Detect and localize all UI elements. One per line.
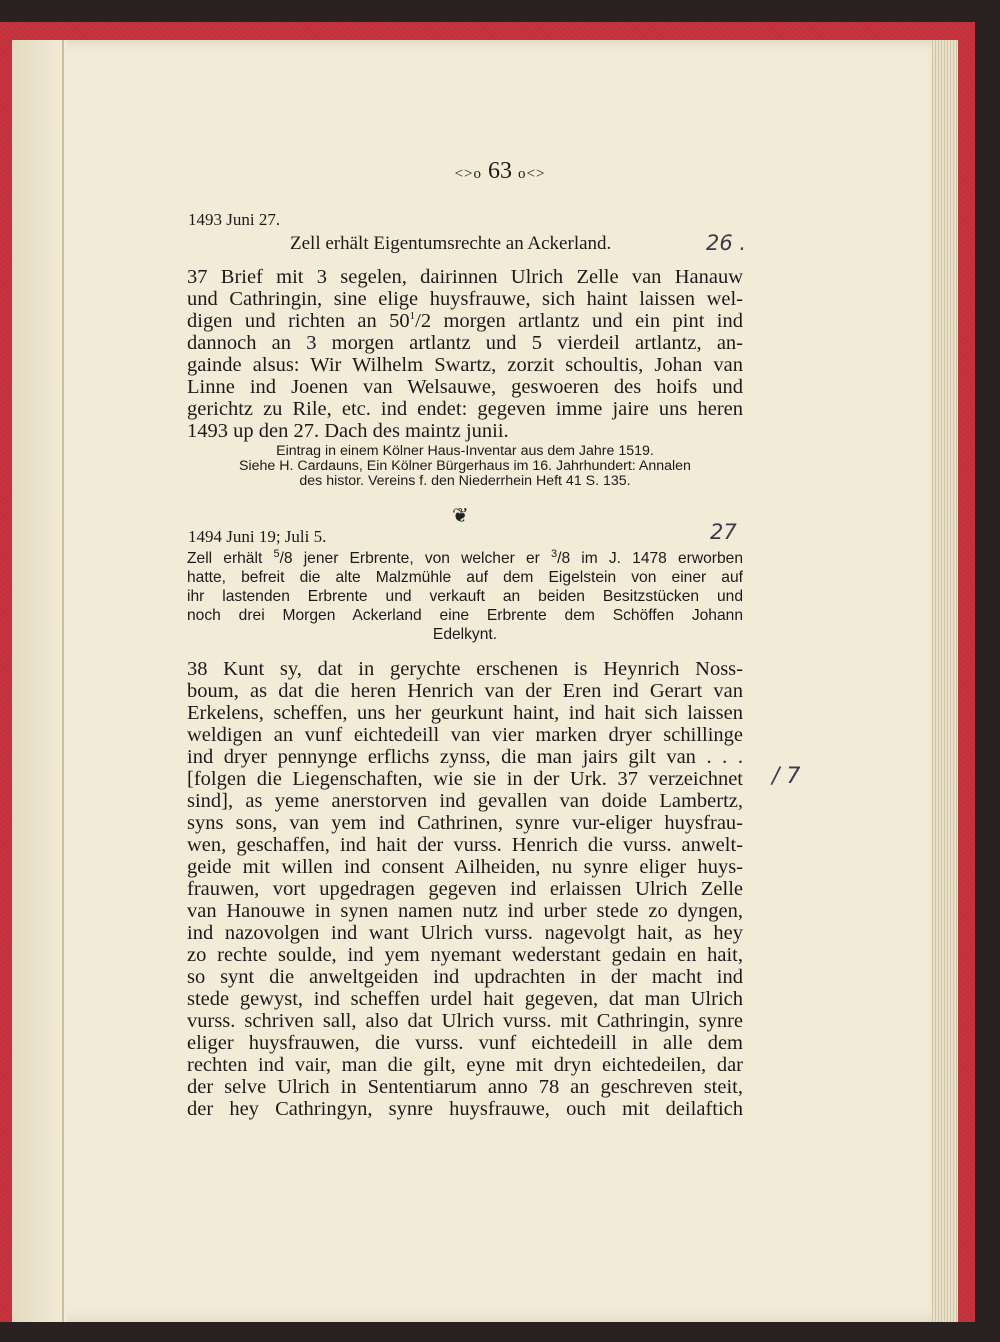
margin-pencil-mark: / 7 — [772, 764, 801, 789]
text-line: ind dryer pennynge erflichs zynss, die man jairs gilt van . . . — [187, 746, 743, 768]
text-line: 38 Kunt sy, dat in gerychte erschenen is Heynrich Noss- — [187, 658, 743, 680]
page-number — [0, 158, 1000, 185]
pencil-annotation: 26 . — [706, 231, 747, 255]
summary-line: ihr lastenden Erbrente und verkauft an beiden Besitzstücken und — [187, 588, 743, 605]
ornament-left: <>o — [454, 166, 482, 182]
text-line: der selve Ulrich in Sententiarum anno 78 an geschreven steit, — [187, 1076, 743, 1098]
text-line: so synt die anweltgeiden ind updrachten in der macht ind — [187, 966, 743, 988]
pencil-annotation: 27 — [710, 520, 737, 544]
text-line: weldigen an vunf eichtedeill van vier marken dryer schillinge — [187, 724, 743, 746]
text-line: vurss. schriven sall, also dat Ulrich vurss. mit Cathringin, synre — [187, 1010, 743, 1032]
text-line: dannoch an 3 morgen artlantz und 5 vierdeil artlantz, an- — [187, 332, 743, 354]
text-fragment: digen und richten an 50 — [187, 310, 410, 332]
text-line: gainde alsus: Wir Wilhelm Swartz, zorzit schoultis, Johan van — [187, 354, 743, 376]
fleuron-ornament: ❦ — [452, 505, 469, 527]
text-fragment: /2 morgen artlantz und ein pint ind — [415, 310, 743, 332]
text-fragment: Zell erhält — [187, 550, 274, 567]
fraction-numerator: 3 — [551, 547, 558, 560]
text-fragment: /8 jener Erbrente, von welcher er — [279, 550, 551, 567]
text-line: syns sons, van yem ind Cathrinen, synre vur-eliger huysfrau- — [187, 812, 743, 834]
text-line: frauwen, vort upgedragen gegeven ind erlaissen Ulrich Zelle — [187, 878, 743, 900]
page-gutter — [12, 40, 67, 1322]
text-line: ind nazovolgen ind want Ulrich vurss. nagevolgt hait, as hey — [187, 922, 743, 944]
footnote-line: des histor. Vereins f. den Niederrhein Heft 41 S. 135. — [299, 473, 631, 489]
summary-line: noch drei Morgen Ackerland eine Erbrente dem Schöffen Johann — [187, 607, 743, 624]
text-line: boum, as dat die heren Henrich van der Eren ind Gerart van — [187, 680, 743, 702]
text-line: der hey Cathringyn, synre huysfrauwe, ouch mit deilaftich — [187, 1098, 743, 1120]
gutter-line — [62, 40, 64, 1322]
summary-line: hatte, befreit die alte Malzmühle auf dem Eigelstein von einer auf — [187, 569, 743, 586]
footnote-line: Eintrag in einem Kölner Haus-Inventar aus dem Jahre 1519. — [276, 443, 654, 459]
text-line: Linne ind Joenen van Welsauwe, geswoeren des hoifs und — [187, 376, 743, 398]
text-line: rechten ind vair, man die gilt, eyne mit dryn eichtedeilen, dar — [187, 1054, 743, 1076]
fraction-numerator: 5 — [273, 547, 280, 560]
entry-date: 1494 Juni 19; Juli 5. — [188, 527, 327, 546]
text-line: zo rechte soulde, ind yem nyemant wederstant gedain en hait, — [187, 944, 743, 966]
text-line: sind], as yeme anerstorven ind gevallen van doide Lambertz, — [187, 790, 743, 812]
ornament-right: o<> — [518, 166, 546, 182]
summary-line: Edelkynt. — [432, 626, 498, 643]
text-line: stede gewyst, ind scheffen urdel hait gegeven, dat man Ulrich — [187, 988, 743, 1010]
text-line: 37 Brief mit 3 segelen, dairinnen Ulrich Zelle van Hanauw — [187, 266, 743, 288]
page-number-value: 63 — [488, 158, 512, 184]
text-fragment: /8 im J. 1478 erworben — [557, 550, 743, 567]
fraction-numerator: 1 — [409, 310, 416, 323]
text-line: van Hanouwe in synen namen nutz ind urber stede zo dyngen, — [187, 900, 743, 922]
text-line — [187, 310, 743, 332]
text-line: [folgen die Liegenschaften, wie sie in der Urk. 37 verzeichnet — [187, 768, 743, 790]
text-line: gerichtz zu Rile, etc. ind endet: gegeven imme jaire uns heren — [187, 398, 743, 420]
text-line: und Cathringin, sine elige huysfrauwe, sich haint laissen wel- — [187, 288, 743, 310]
entry-heading: Zell erhält Eigentumsrechte an Ackerland. — [290, 233, 612, 254]
text-line: geide mit willen ind consent Ailheiden, nu synre eliger huys- — [187, 856, 743, 878]
summary-line — [187, 547, 743, 567]
page-edges — [930, 40, 958, 1322]
entry-date: 1493 Juni 27. — [188, 210, 281, 229]
text-line: eliger huysfrauwen, die vurss. vunf eichtedeill in alle dem — [187, 1032, 743, 1054]
text-line: 1493 up den 27. Dach des maintz junii. — [187, 420, 509, 442]
text-line: Erkelens, scheffen, uns her geurkunt haint, ind hait sich laissen — [187, 702, 743, 724]
text-line: wen, geschaffen, ind hait der vurss. Henrich die vurss. anwelt- — [187, 834, 743, 856]
footnote-line: Siehe H. Cardauns, Ein Kölner Bürgerhaus im 16. Jahrhundert: Annalen — [239, 458, 691, 474]
